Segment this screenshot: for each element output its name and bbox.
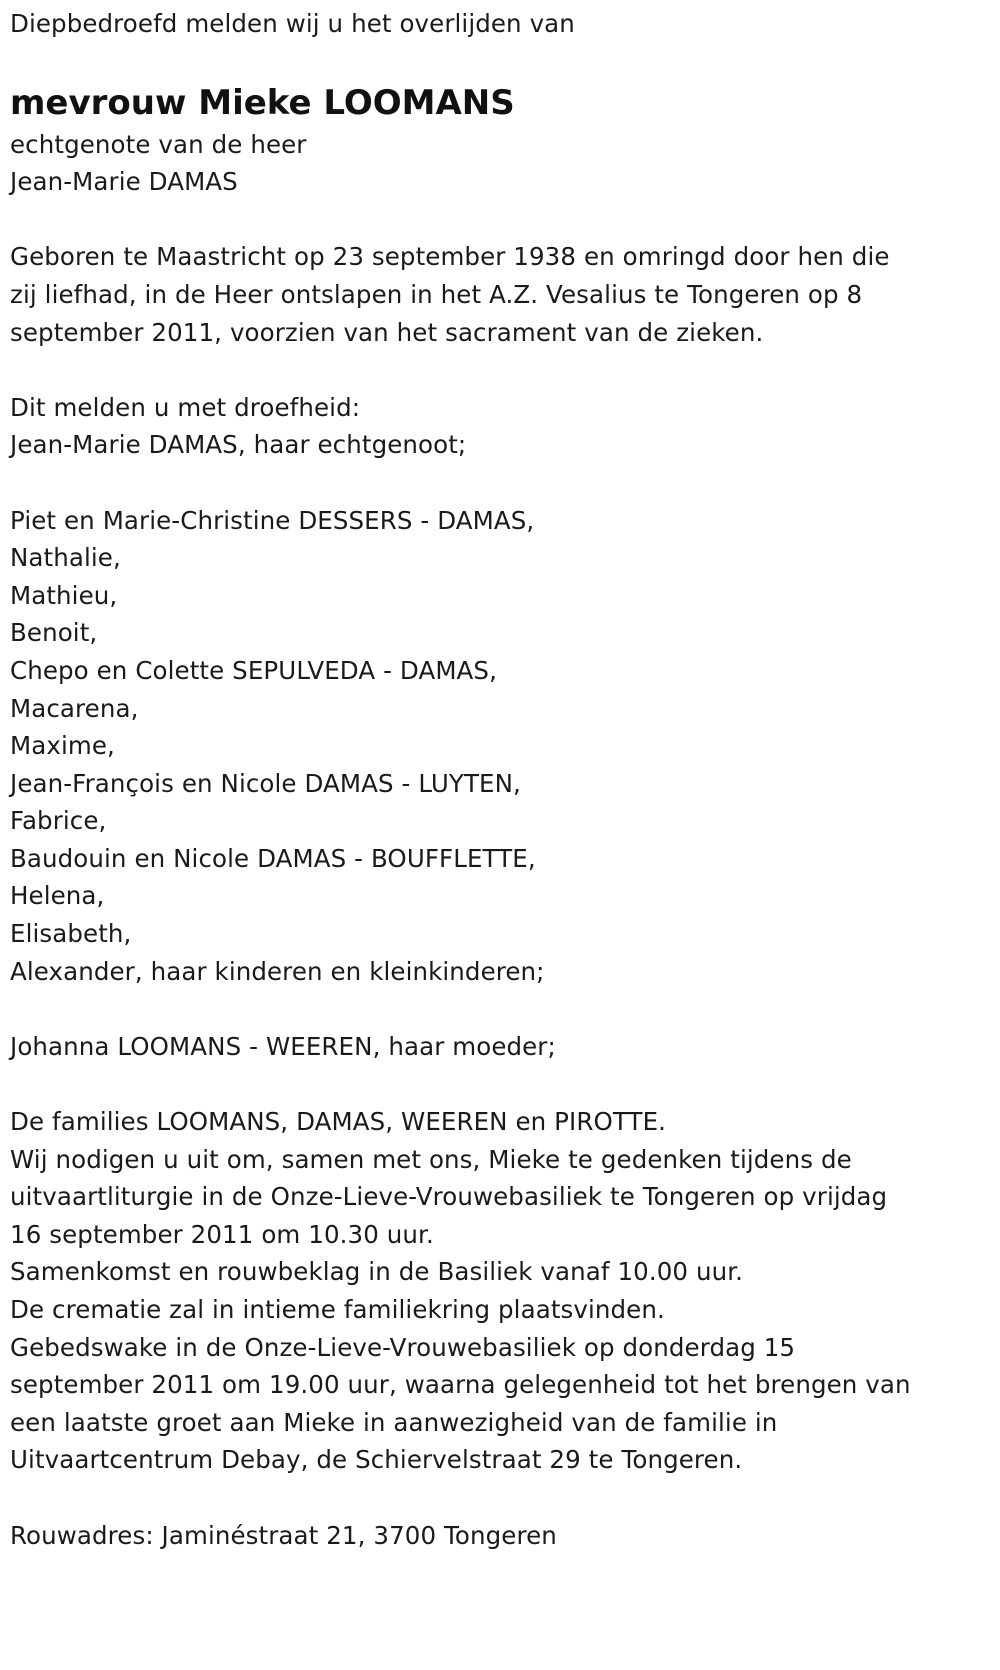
closing-line: Samenkomst en rouwbeklag in de Basiliek vanaf 10.00 uur. (10, 1257, 744, 1287)
spouse-line-1: echtgenote van de heer (10, 129, 307, 159)
grief-paragraph (10, 389, 970, 464)
spacer (10, 201, 970, 239)
closing-line: Gebedswake in de Onze-Lieve-Vrouwebasiliek op donderdag 15 (10, 1332, 796, 1362)
birth-line: september 2011, voorzien van het sacrament van de zieken. (10, 317, 764, 347)
death-notice (10, 0, 970, 1554)
closing-paragraph (10, 1103, 970, 1479)
family-line: Elisabeth, (10, 919, 132, 949)
spacer (10, 990, 970, 1028)
spacer (10, 464, 970, 502)
family-line: Alexander, haar kinderen en kleinkinderen; (10, 956, 545, 986)
closing-line: uitvaartliturgie in de Onze-Lieve-Vrouwebasiliek te Tongeren op vrijdag (10, 1182, 888, 1212)
spacer (10, 1065, 970, 1103)
grief-line: Jean-Marie DAMAS, haar echtgenoot; (10, 430, 467, 460)
mother-line: Johanna LOOMANS - WEEREN, haar moeder; (10, 1031, 556, 1061)
family-list (10, 502, 970, 991)
birth-line: zij liefhad, in de Heer ontslapen in het A.Z. Vesalius te Tongeren op 8 (10, 279, 863, 309)
family-line: Chepo en Colette SEPULVEDA - DAMAS, (10, 655, 497, 685)
family-line: Jean-François en Nicole DAMAS - LUYTEN, (10, 768, 521, 798)
spacer (10, 351, 970, 389)
closing-line: Uitvaartcentrum Debay, de Schiervelstraat 29 te Tongeren. (10, 1445, 743, 1475)
mourning-address: Rouwadres: Jaminéstraat 21, 3700 Tongeren (10, 1520, 557, 1550)
spacer (10, 1479, 970, 1517)
intro-line: Diepbedroefd melden wij u het overlijden van (10, 9, 575, 38)
family-line: Mathieu, (10, 580, 118, 610)
family-line: Nathalie, (10, 543, 121, 573)
grief-line: Dit melden u met droefheid: (10, 392, 361, 422)
family-line: Fabrice, (10, 806, 107, 836)
birth-paragraph (10, 238, 970, 351)
closing-line: De crematie zal in intieme familiekring plaatsvinden. (10, 1295, 665, 1324)
closing-line: 16 september 2011 om 10.30 uur. (10, 1219, 434, 1249)
closing-line: De families LOOMANS, DAMAS, WEEREN en PIROTTE. (10, 1107, 667, 1137)
closing-line: een laatste groet aan Mieke in aanwezigheid van de familie in (10, 1407, 778, 1437)
closing-line: september 2011 om 19.00 uur, waarna gelegenheid tot het brengen van (10, 1370, 911, 1400)
birth-line: Geboren te Maastricht op 23 september 1938 en omringd door hen die (10, 242, 890, 272)
family-line: Baudouin en Nicole DAMAS - BOUFFLETTE, (10, 843, 536, 873)
family-line: Maxime, (10, 731, 115, 761)
spouse-line-2: Jean-Marie DAMAS (10, 167, 238, 197)
family-line: Helena, (10, 881, 105, 911)
family-line: Macarena, (10, 693, 139, 723)
closing-line: Wij nodigen u uit om, samen met ons, Mieke te gedenken tijdens de (10, 1144, 852, 1174)
deceased-name: mevrouw Mieke LOOMANS (10, 82, 515, 123)
family-line: Piet en Marie-Christine DESSERS - DAMAS, (10, 505, 535, 535)
family-line: Benoit, (10, 618, 98, 648)
